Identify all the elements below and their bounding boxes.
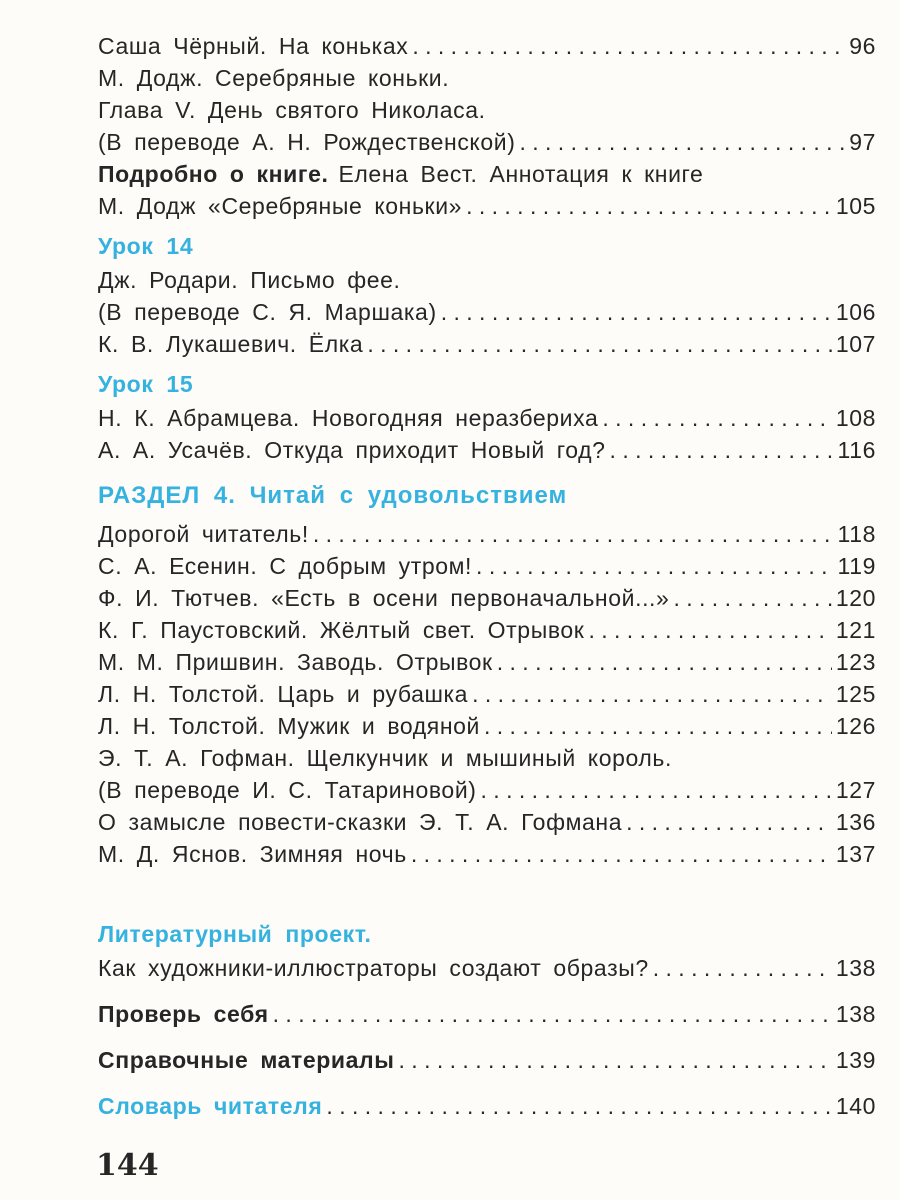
toc-entry-title: Дорогой читатель! [98,521,309,547]
toc-entry-title: Саша Чёрный. На коньках [98,33,409,59]
toc-entry-title: О замысле повести-сказки Э. Т. А. Гофмана [98,809,623,835]
toc-entry-title: М. Додж «Серебряные коньки» [98,193,463,219]
toc-entry [98,582,876,614]
toc-entry-title: Глава V. День святого Николаса. [98,97,486,123]
toc-entry-title: Справочные материалы [98,1047,395,1073]
toc-entry [98,518,876,550]
toc-entry-title: Ф. И. Тютчев. «Есть в осени первоначальной...» [98,585,670,611]
lesson-heading: Урок 15 [98,371,194,397]
toc-entry-line [98,264,876,296]
toc-entry [98,1044,876,1076]
toc-entry [98,774,876,806]
toc-entry-page: 108 [835,405,876,431]
table-of-contents [98,30,876,1122]
toc-entry-title: (В переводе И. С. Татариновой) [98,777,477,803]
toc-entry [98,998,876,1030]
toc-entry [98,30,876,62]
toc-entry-title: Как художники-иллюстраторы создают образы? [98,955,649,981]
toc-entry-title: (В переводе С. Я. Маршака) [98,299,437,325]
toc-entry-title: М. М. Пришвин. Заводь. Отрывок [98,649,493,675]
dot-leader [466,190,832,222]
dot-leader [472,678,832,710]
project-heading: Литературный проект. [98,921,372,947]
dot-leader [602,402,831,434]
toc-entry-title: М. Д. Яснов. Зимняя ночь [98,841,407,867]
toc-entry [98,678,876,710]
toc-entry-title: М. Додж. Серебряные коньки. [98,65,450,91]
dot-leader [588,614,831,646]
toc-entry-page: 126 [835,713,876,739]
toc-entry-page: 116 [837,437,876,463]
lesson-heading: Урок 14 [98,233,194,259]
toc-entry-line [98,62,876,94]
toc-entry [98,550,876,582]
toc-entry-page: 123 [835,649,876,675]
toc-entry [98,614,876,646]
toc-entry-page: 140 [835,1093,876,1119]
dot-leader [626,806,832,838]
toc-entry-title: Л. Н. Толстой. Мужик и водяной [98,713,480,739]
toc-entry-page: 125 [835,681,876,707]
toc-entry-title: Н. К. Абрамцева. Новогодняя неразбериха [98,405,599,431]
dot-leader [673,582,831,614]
toc-entry [98,710,876,742]
toc-entry-title: Э. Т. А. Гофман. Щелкунчик и мышиный король. [98,745,672,771]
toc-entry-page: 96 [849,33,876,59]
toc-entry [98,402,876,434]
toc-entry-title: К. В. Лукашевич. Ёлка [98,331,364,357]
toc-entry-page: 127 [835,777,876,803]
toc-entry-page: 120 [835,585,876,611]
dot-leader [519,126,845,158]
toc-entry [98,190,876,222]
dot-leader [411,838,832,870]
toc-entry [98,296,876,328]
toc-entry-title: Проверь себя [98,1001,269,1027]
toc-entry-line [98,158,876,190]
toc-entry-bold-label: Подробно о книге. [98,161,329,187]
toc-entry [98,328,876,360]
toc-entry-page: 97 [849,129,876,155]
toc-entry-page: 106 [835,299,876,325]
dot-leader [476,550,833,582]
toc-entry [98,126,876,158]
dot-leader [497,646,832,678]
toc-entry-page: 139 [835,1047,876,1073]
toc-entry-page: 136 [835,809,876,835]
dot-leader [367,328,831,360]
toc-entry [98,1090,876,1122]
toc-entry-title: Л. Н. Толстой. Царь и рубашка [98,681,469,707]
dot-leader [313,518,834,550]
dot-leader [484,710,832,742]
dot-leader [412,30,845,62]
toc-entry [98,952,876,984]
dot-leader [273,998,832,1030]
page-number: 144 [96,1148,159,1183]
dot-leader [481,774,832,806]
toc-entry [98,646,876,678]
toc-entry-page: 138 [835,955,876,981]
toc-entry-page: 121 [835,617,876,643]
toc-entry-title: Словарь читателя [98,1093,323,1119]
toc-entry-page: 119 [837,553,876,579]
toc-entry-page: 137 [835,841,876,867]
toc-entry-line [98,742,876,774]
dot-leader [399,1044,832,1076]
toc-entry-title: К. Г. Паустовский. Жёлтый свет. Отрывок [98,617,585,643]
toc-entry-title: А. А. Усачёв. Откуда приходит Новый год? [98,437,606,463]
dot-leader [326,1090,831,1122]
toc-entry [98,806,876,838]
dot-leader [610,434,834,466]
dot-leader [653,952,832,984]
dot-leader [441,296,832,328]
toc-entry [98,434,876,466]
toc-entry-page: 138 [835,1001,876,1027]
toc-entry-title: Дж. Родари. Письмо фее. [98,267,401,293]
toc-entry [98,838,876,870]
toc-entry-title: (В переводе А. Н. Рождественской) [98,129,516,155]
toc-entry-page: 107 [835,331,876,357]
toc-entry-line [98,94,876,126]
toc-entry-title: Елена Вест. Аннотация к книге [338,161,704,187]
toc-entry-page: 118 [837,521,876,547]
toc-entry-title: С. А. Есенин. С добрым утром! [98,553,473,579]
section-heading: РАЗДЕЛ 4. Читай с удовольствием [98,482,568,509]
toc-entry-page: 105 [835,193,876,219]
